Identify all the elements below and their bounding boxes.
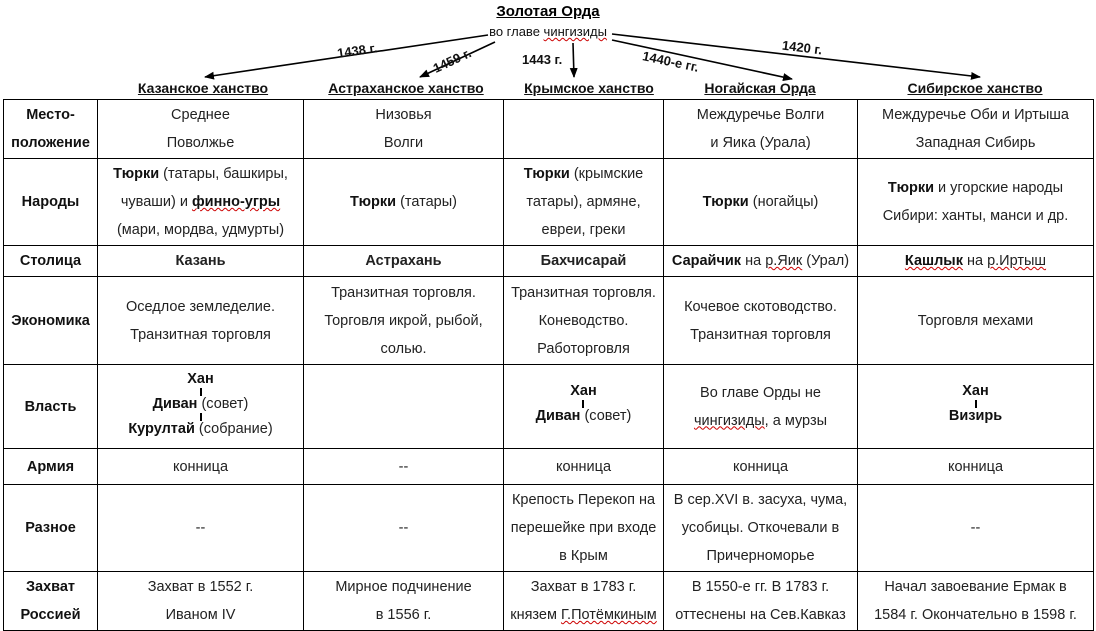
- khanate-crimea: Крымское ханство: [524, 80, 654, 96]
- cell-misc-kazan: --: [98, 485, 304, 572]
- subtitle-prefix: во главе: [489, 24, 544, 39]
- table-row-power: [4, 365, 1094, 449]
- cell-location-kazan: Среднее Поволжье: [98, 100, 304, 159]
- table-row-army: [4, 449, 1094, 485]
- cell-conquest-crimea: Захват в 1783 г. князем Г.Потёмкиным: [504, 572, 664, 631]
- table-row-misc: [4, 485, 1094, 572]
- row-header-location: Место- положение: [4, 100, 98, 159]
- cell-economy-nogai: Кочевое скотоводство. Транзитная торговля: [664, 277, 858, 365]
- cell-conquest-siberia: Начал завоевание Ермак в 1584 г. Окончательно в 1598 г.: [858, 572, 1094, 631]
- cell-misc-astrakhan: --: [304, 485, 504, 572]
- cell-army-nogai: конница: [664, 449, 858, 485]
- cell-misc-crimea: Крепость Перекоп на перешейке при входе в Крым: [504, 485, 664, 572]
- cell-capital-nogai: Сарайчик на р.Яик (Урал): [664, 246, 858, 277]
- cell-peoples-nogai: Тюрки (ногайцы): [664, 159, 858, 246]
- cell-army-siberia: конница: [858, 449, 1094, 485]
- khanate-nogai: Ногайская Орда: [704, 80, 816, 96]
- cell-power-crimea: Хан Диван (совет): [504, 365, 664, 449]
- cell-location-crimea: [504, 100, 664, 159]
- row-header-misc: Разное: [4, 485, 98, 572]
- cell-peoples-siberia: Тюрки и угорские народы Сибири: ханты, манси и др.: [858, 159, 1094, 246]
- cell-conquest-astrakhan: Мирное подчинение в 1556 г.: [304, 572, 504, 631]
- khanate-siberia: Сибирское ханство: [907, 80, 1043, 96]
- row-header-capital: Столица: [4, 246, 98, 277]
- row-header-peoples: Народы: [4, 159, 98, 246]
- cell-economy-kazan: Оседлое земледелие. Транзитная торговля: [98, 277, 304, 365]
- subtitle: [0, 24, 1096, 39]
- row-header-army: Армия: [4, 449, 98, 485]
- table-row-peoples: [4, 159, 1094, 246]
- cell-peoples-crimea: Тюрки (крымские татары), армяне, евреи, греки: [504, 159, 664, 246]
- cell-power-astrakhan: [304, 365, 504, 449]
- cell-misc-siberia: --: [858, 485, 1094, 572]
- cell-peoples-kazan: Тюрки (татары, башкиры, чуваши) и финно-угры (мари, мордва, удмурты): [98, 159, 304, 246]
- cell-misc-nogai: В сер.XVI в. засуха, чума, усобицы. Откочевали в Причерноморье: [664, 485, 858, 572]
- cell-capital-kazan: Казань: [98, 246, 304, 277]
- cell-location-siberia: Междуречье Оби и Иртыша Западная Сибирь: [858, 100, 1094, 159]
- cell-capital-crimea: Бахчисарай: [504, 246, 664, 277]
- khanate-kazan: Казанское ханство: [137, 80, 269, 96]
- cell-army-kazan: конница: [98, 449, 304, 485]
- table-row-location: [4, 100, 1094, 159]
- cell-economy-siberia: Торговля мехами: [858, 277, 1094, 365]
- table-row-conquest: [4, 572, 1094, 631]
- cell-location-nogai: Междуречье Волги и Яика (Урала): [664, 100, 858, 159]
- arrow-nogai: [612, 40, 792, 79]
- cell-capital-astrakhan: Астрахань: [304, 246, 504, 277]
- row-header-power: Власть: [4, 365, 98, 449]
- cell-economy-astrakhan: Транзитная торговля. Торговля икрой, рыбой, солью.: [304, 277, 504, 365]
- cell-power-kazan: Хан Диван (совет) Курултай (собрание): [98, 365, 304, 449]
- table-row-economy: [4, 277, 1094, 365]
- cell-economy-crimea: Транзитная торговля. Коневодство. Работорговля: [504, 277, 664, 365]
- cell-capital-siberia: Кашлык на р.Иртыш: [858, 246, 1094, 277]
- year-nogai: 1440-е гг.: [641, 48, 701, 75]
- khanates-table: [3, 99, 1094, 631]
- table-row-capital: [4, 246, 1094, 277]
- cell-peoples-astrakhan: Тюрки (татары): [304, 159, 504, 246]
- year-kazan: 1438 г.: [336, 40, 379, 61]
- horde-diagram: [0, 0, 1096, 100]
- arrow-crimea: [573, 43, 574, 77]
- row-header-economy: Экономика: [4, 277, 98, 365]
- subtitle-word: чингизиды: [543, 24, 607, 39]
- year-crimea: 1443 г.: [522, 52, 563, 67]
- cell-army-astrakhan: --: [304, 449, 504, 485]
- year-astrakhan: 1459 г.: [430, 45, 474, 76]
- cell-power-nogai: Во главе Орды не чингизиды, а мурзы: [664, 365, 858, 449]
- cell-location-astrakhan: Низовья Волги: [304, 100, 504, 159]
- year-siberia: 1420 г.: [781, 37, 824, 58]
- cell-power-siberia: Хан Визирь: [858, 365, 1094, 449]
- khanate-astrakhan: Астраханское ханство: [328, 80, 484, 96]
- row-header-conquest: Захват Россией: [4, 572, 98, 631]
- cell-army-crimea: конница: [504, 449, 664, 485]
- cell-conquest-nogai: В 1550-е гг. В 1783 г. оттеснены на Сев.Кавказ: [664, 572, 858, 631]
- page-title: Золотая Орда: [496, 3, 600, 20]
- cell-conquest-kazan: Захват в 1552 г. Иваном IV: [98, 572, 304, 631]
